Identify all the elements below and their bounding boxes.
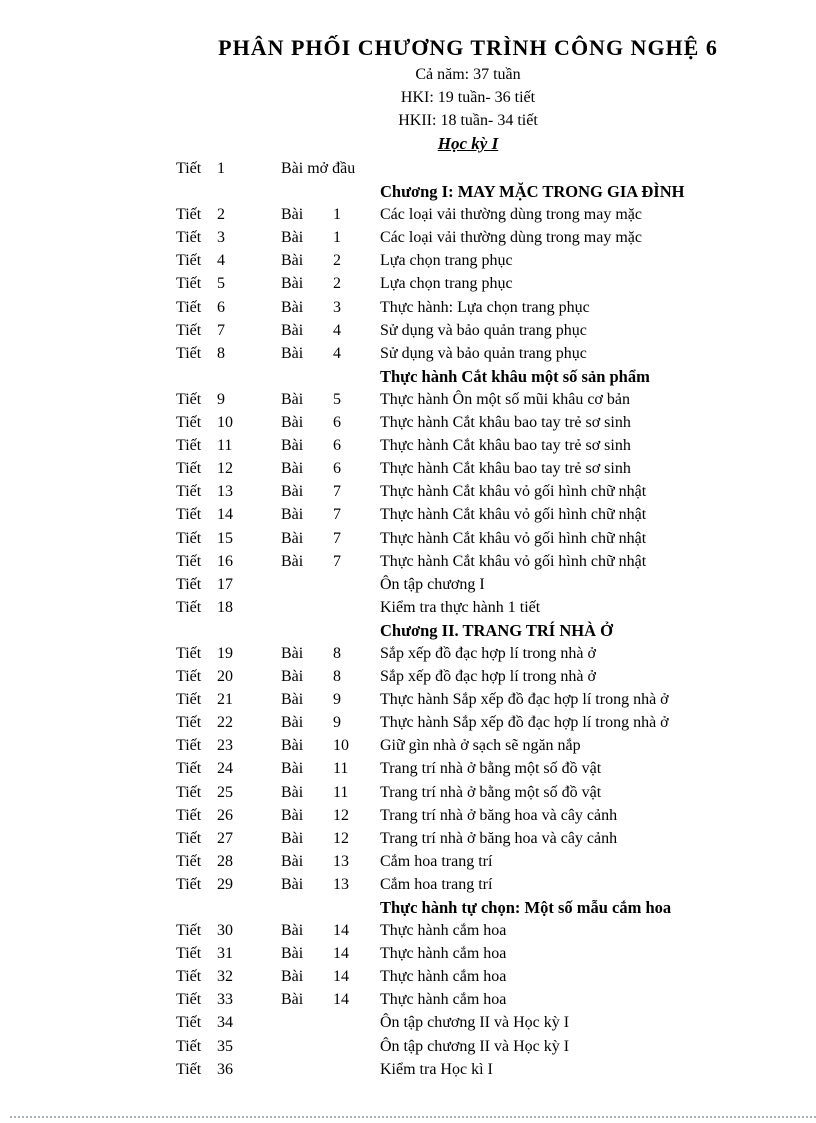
row-text: Thực hành Cắt khâu bao tay trẻ sơ sinh xyxy=(380,437,631,455)
bai-label: Bài xyxy=(281,252,304,270)
document-header xyxy=(120,33,816,156)
bai-number: 8 xyxy=(333,644,341,662)
table-row xyxy=(0,1058,816,1081)
tiet-number: 8 xyxy=(217,344,225,362)
tiet-number: 28 xyxy=(217,852,233,870)
row-text: Sử dụng và bảo quản trang phục xyxy=(380,344,587,362)
bai-label: Bài xyxy=(281,783,304,801)
tiet-label: Tiết xyxy=(176,506,202,524)
bai-number: 8 xyxy=(333,668,341,686)
bai-number: 7 xyxy=(333,506,341,524)
table-row xyxy=(0,480,816,503)
table-row xyxy=(0,665,816,688)
table-row xyxy=(0,249,816,272)
row-text: Thực hành Cắt khâu vỏ gối hình chữ nhật xyxy=(380,552,647,570)
bai-number: 14 xyxy=(333,922,349,940)
tiet-number: 29 xyxy=(217,875,233,893)
tiet-label: Tiết xyxy=(176,644,202,662)
row-text: Cắm hoa trang trí xyxy=(380,875,493,893)
tiet-label: Tiết xyxy=(176,714,202,732)
row-text: Trang trí nhà ở băng hoa và cây cảnh xyxy=(380,829,618,847)
tiet-number: 26 xyxy=(217,806,233,824)
bai-number: 7 xyxy=(333,529,341,547)
row-text: Thực hành cắm hoa xyxy=(380,922,507,940)
table-row xyxy=(0,804,816,827)
row-text: Trang trí nhà ở bằng một số đồ vật xyxy=(380,760,602,778)
bai-number: 7 xyxy=(333,552,341,570)
tiet-label: Tiết xyxy=(176,483,202,501)
bai-number: 12 xyxy=(333,829,349,847)
bai-label: Bài xyxy=(281,506,304,524)
tiet-number: 1 xyxy=(217,160,225,177)
tiet-label: Tiết xyxy=(176,852,202,870)
tiet-number: 22 xyxy=(217,714,233,732)
row-text: Lựa chọn trang phục xyxy=(380,275,513,293)
bai-number: 4 xyxy=(333,344,341,362)
year-summary: Cả năm: 37 tuần xyxy=(415,66,521,83)
row-text: Thực hành Sắp xếp đồ đạc hợp lí trong nhà ở xyxy=(380,691,669,709)
tiet-label: Tiết xyxy=(176,1037,202,1055)
tiet-label: Tiết xyxy=(176,922,202,940)
row-text: Các loại vải thường dùng trong may mặc xyxy=(380,206,642,224)
tiet-label: Tiết xyxy=(176,321,202,339)
semester-heading: Học kỳ I xyxy=(437,134,499,153)
bai-label: Bài xyxy=(281,414,304,432)
tiet-label: Tiết xyxy=(176,229,202,247)
tiet-number: 16 xyxy=(217,552,233,570)
bai-label: Bài xyxy=(281,922,304,940)
tiet-label: Tiết xyxy=(176,298,202,316)
row-text: Các loại vải thường dùng trong may mặc xyxy=(380,229,642,247)
table-row xyxy=(0,503,816,526)
bai-number: 6 xyxy=(333,414,341,432)
tiet-label: Tiết xyxy=(176,344,202,362)
table-row xyxy=(0,434,816,457)
bai-number: 11 xyxy=(333,760,349,778)
bai-label: Bài xyxy=(281,991,304,1009)
page-title: PHÂN PHỐI CHƯƠNG TRÌNH CÔNG NGHỆ 6 xyxy=(218,35,718,60)
table-row xyxy=(0,757,816,780)
tiet-label: Tiết xyxy=(176,275,202,293)
tiet-label: Tiết xyxy=(176,160,202,177)
row-text: Thực hành cắm hoa xyxy=(380,968,507,986)
row-text: Sắp xếp đồ đạc hợp lí trong nhà ở xyxy=(380,644,596,662)
table-row xyxy=(0,734,816,757)
bai-number: 2 xyxy=(333,252,341,270)
row-text: Bài mở đầu xyxy=(281,160,356,177)
row-text: Cắm hoa trang trí xyxy=(380,852,493,870)
table-row xyxy=(0,619,816,642)
table-row xyxy=(0,642,816,665)
table-row xyxy=(0,919,816,942)
bai-label: Bài xyxy=(281,760,304,778)
tiet-label: Tiết xyxy=(176,875,202,893)
table-row xyxy=(0,942,816,965)
bai-number: 6 xyxy=(333,460,341,478)
tiet-label: Tiết xyxy=(176,437,202,455)
table-row xyxy=(0,965,816,988)
bai-number: 4 xyxy=(333,321,341,339)
bai-number: 1 xyxy=(333,206,341,224)
table-row xyxy=(0,850,816,873)
tiet-label: Tiết xyxy=(176,945,202,963)
tiet-number: 35 xyxy=(217,1037,233,1055)
row-text: Ôn tập chương II và Học kỳ I xyxy=(380,1037,570,1055)
bai-number: 6 xyxy=(333,437,341,455)
table-row xyxy=(0,296,816,319)
bai-label: Bài xyxy=(281,529,304,547)
tiet-number: 17 xyxy=(217,575,233,593)
row-text: Thực hành Cắt khâu bao tay trẻ sơ sinh xyxy=(380,460,631,478)
row-text: Thực hành Cắt khâu vỏ gối hình chữ nhật xyxy=(380,529,647,547)
bai-number: 14 xyxy=(333,991,349,1009)
table-row xyxy=(0,1011,816,1034)
row-text: Trang trí nhà ở băng hoa và cây cảnh xyxy=(380,806,618,824)
row-text: Ôn tập chương I xyxy=(380,575,485,593)
tiet-label: Tiết xyxy=(176,529,202,547)
tiet-number: 30 xyxy=(217,922,233,940)
bai-number: 5 xyxy=(333,390,341,408)
table-row xyxy=(0,1035,816,1058)
row-text: Thực hành tự chọn: Một số mẫu cắm hoa xyxy=(380,898,672,917)
semester2-summary: HKII: 18 tuần- 34 tiết xyxy=(398,112,538,129)
bai-label: Bài xyxy=(281,321,304,339)
bai-number: 2 xyxy=(333,275,341,293)
schedule-rows xyxy=(0,157,816,1081)
row-text: Thực hành cắm hoa xyxy=(380,945,507,963)
tiet-number: 21 xyxy=(217,691,233,709)
tiet-label: Tiết xyxy=(176,1014,202,1032)
bai-number: 11 xyxy=(333,783,349,801)
bai-label: Bài xyxy=(281,968,304,986)
tiet-label: Tiết xyxy=(176,598,202,616)
tiet-number: 32 xyxy=(217,968,233,986)
table-row xyxy=(0,342,816,365)
tiet-label: Tiết xyxy=(176,206,202,224)
tiet-label: Tiết xyxy=(176,575,202,593)
table-row xyxy=(0,226,816,249)
bai-label: Bài xyxy=(281,552,304,570)
tiet-label: Tiết xyxy=(176,760,202,778)
tiet-number: 9 xyxy=(217,390,225,408)
bai-number: 12 xyxy=(333,806,349,824)
tiet-number: 4 xyxy=(217,252,225,270)
bai-number: 9 xyxy=(333,691,341,709)
row-text: Thực hành cắm hoa xyxy=(380,991,507,1009)
tiet-label: Tiết xyxy=(176,414,202,432)
tiet-number: 27 xyxy=(217,829,233,847)
table-row xyxy=(0,988,816,1011)
bai-label: Bài xyxy=(281,437,304,455)
tiet-label: Tiết xyxy=(176,252,202,270)
table-row xyxy=(0,711,816,734)
tiet-label: Tiết xyxy=(176,668,202,686)
tiet-label: Tiết xyxy=(176,783,202,801)
table-row xyxy=(0,203,816,226)
bai-label: Bài xyxy=(281,644,304,662)
bai-label: Bài xyxy=(281,390,304,408)
bai-label: Bài xyxy=(281,806,304,824)
bai-label: Bài xyxy=(281,483,304,501)
bai-label: Bài xyxy=(281,275,304,293)
tiet-number: 36 xyxy=(217,1060,233,1078)
tiet-number: 33 xyxy=(217,991,233,1009)
page-break-dotted-line xyxy=(10,1116,816,1118)
bai-label: Bài xyxy=(281,875,304,893)
table-row xyxy=(0,157,816,180)
bai-label: Bài xyxy=(281,229,304,247)
table-row xyxy=(0,365,816,388)
bai-label: Bài xyxy=(281,945,304,963)
bai-number: 7 xyxy=(333,483,341,501)
bai-label: Bài xyxy=(281,737,304,755)
tiet-number: 34 xyxy=(217,1014,233,1032)
tiet-number: 25 xyxy=(217,783,233,801)
table-row xyxy=(0,781,816,804)
tiet-label: Tiết xyxy=(176,460,202,478)
tiet-number: 15 xyxy=(217,529,233,547)
tiet-number: 23 xyxy=(217,737,233,755)
tiet-label: Tiết xyxy=(176,829,202,847)
tiet-number: 20 xyxy=(217,668,233,686)
tiet-number: 3 xyxy=(217,229,225,247)
bai-label: Bài xyxy=(281,344,304,362)
row-text: Trang trí nhà ở bằng một số đồ vật xyxy=(380,783,602,801)
tiet-number: 5 xyxy=(217,275,225,293)
bai-number: 13 xyxy=(333,875,349,893)
tiet-number: 10 xyxy=(217,414,233,432)
tiet-label: Tiết xyxy=(176,552,202,570)
semester1-summary: HKI: 19 tuần- 36 tiết xyxy=(400,89,536,106)
tiet-number: 24 xyxy=(217,760,233,778)
row-text: Chương II. TRANG TRÍ NHÀ Ở xyxy=(380,620,613,640)
bai-number: 14 xyxy=(333,968,349,986)
tiet-number: 2 xyxy=(217,206,225,224)
table-row xyxy=(0,550,816,573)
bai-number: 9 xyxy=(333,714,341,732)
tiet-number: 11 xyxy=(217,437,233,455)
table-row xyxy=(0,388,816,411)
tiet-number: 19 xyxy=(217,644,233,662)
tiet-label: Tiết xyxy=(176,691,202,709)
bai-number: 1 xyxy=(333,229,341,247)
tiet-label: Tiết xyxy=(176,1060,202,1078)
table-row xyxy=(0,596,816,619)
row-text: Sắp xếp đồ đạc hợp lí trong nhà ở xyxy=(380,668,596,686)
table-row xyxy=(0,319,816,342)
table-row xyxy=(0,180,816,203)
table-row xyxy=(0,573,816,596)
row-text: Thực hành Cắt khâu vỏ gối hình chữ nhật xyxy=(380,506,647,524)
tiet-number: 12 xyxy=(217,460,233,478)
row-text: Kiểm tra Học kì I xyxy=(380,1060,493,1078)
row-text: Thực hành: Lựa chọn trang phục xyxy=(380,298,590,316)
bai-label: Bài xyxy=(281,206,304,224)
bai-number: 14 xyxy=(333,945,349,963)
row-text: Thực hành Cắt khâu vỏ gối hình chữ nhật xyxy=(380,483,647,501)
tiet-label: Tiết xyxy=(176,991,202,1009)
tiet-label: Tiết xyxy=(176,390,202,408)
tiet-label: Tiết xyxy=(176,806,202,824)
row-text: Thực hành Cắt khâu một số sản phẩm xyxy=(380,366,650,386)
tiet-number: 6 xyxy=(217,298,225,316)
table-row xyxy=(0,827,816,850)
semester-heading-line xyxy=(120,132,816,156)
table-row xyxy=(0,896,816,919)
bai-number: 10 xyxy=(333,737,349,755)
table-row xyxy=(0,527,816,550)
row-text: Kiểm tra thực hành 1 tiết xyxy=(380,598,541,616)
row-text: Lựa chọn trang phục xyxy=(380,252,513,270)
tiet-label: Tiết xyxy=(176,737,202,755)
bai-label: Bài xyxy=(281,829,304,847)
table-row xyxy=(0,873,816,896)
tiet-number: 31 xyxy=(217,945,233,963)
row-text: Giữ gìn nhà ở sạch sẽ ngăn nắp xyxy=(380,737,581,755)
row-text: Thực hành Ôn một số mũi khâu cơ bản xyxy=(380,390,630,408)
table-row xyxy=(0,272,816,295)
bai-label: Bài xyxy=(281,460,304,478)
bai-number: 13 xyxy=(333,852,349,870)
tiet-number: 13 xyxy=(217,483,233,501)
table-row xyxy=(0,688,816,711)
table-row xyxy=(0,457,816,480)
bai-label: Bài xyxy=(281,714,304,732)
row-text: Chương I: MAY MẶC TRONG GIA ĐÌNH xyxy=(380,182,685,202)
tiet-label: Tiết xyxy=(176,968,202,986)
row-text: Sử dụng và bảo quản trang phục xyxy=(380,321,587,339)
bai-label: Bài xyxy=(281,852,304,870)
bai-label: Bài xyxy=(281,668,304,686)
row-text: Thực hành Cắt khâu bao tay trẻ sơ sinh xyxy=(380,414,631,432)
bai-label: Bài xyxy=(281,691,304,709)
bai-number: 3 xyxy=(333,298,341,316)
row-text: Ôn tập chương II và Học kỳ I xyxy=(380,1014,570,1032)
tiet-number: 14 xyxy=(217,506,233,524)
table-row xyxy=(0,411,816,434)
tiet-number: 7 xyxy=(217,321,225,339)
bai-label: Bài xyxy=(281,298,304,316)
tiet-number: 18 xyxy=(217,598,233,616)
row-text: Thực hành Sắp xếp đồ đạc hợp lí trong nhà ở xyxy=(380,714,669,732)
